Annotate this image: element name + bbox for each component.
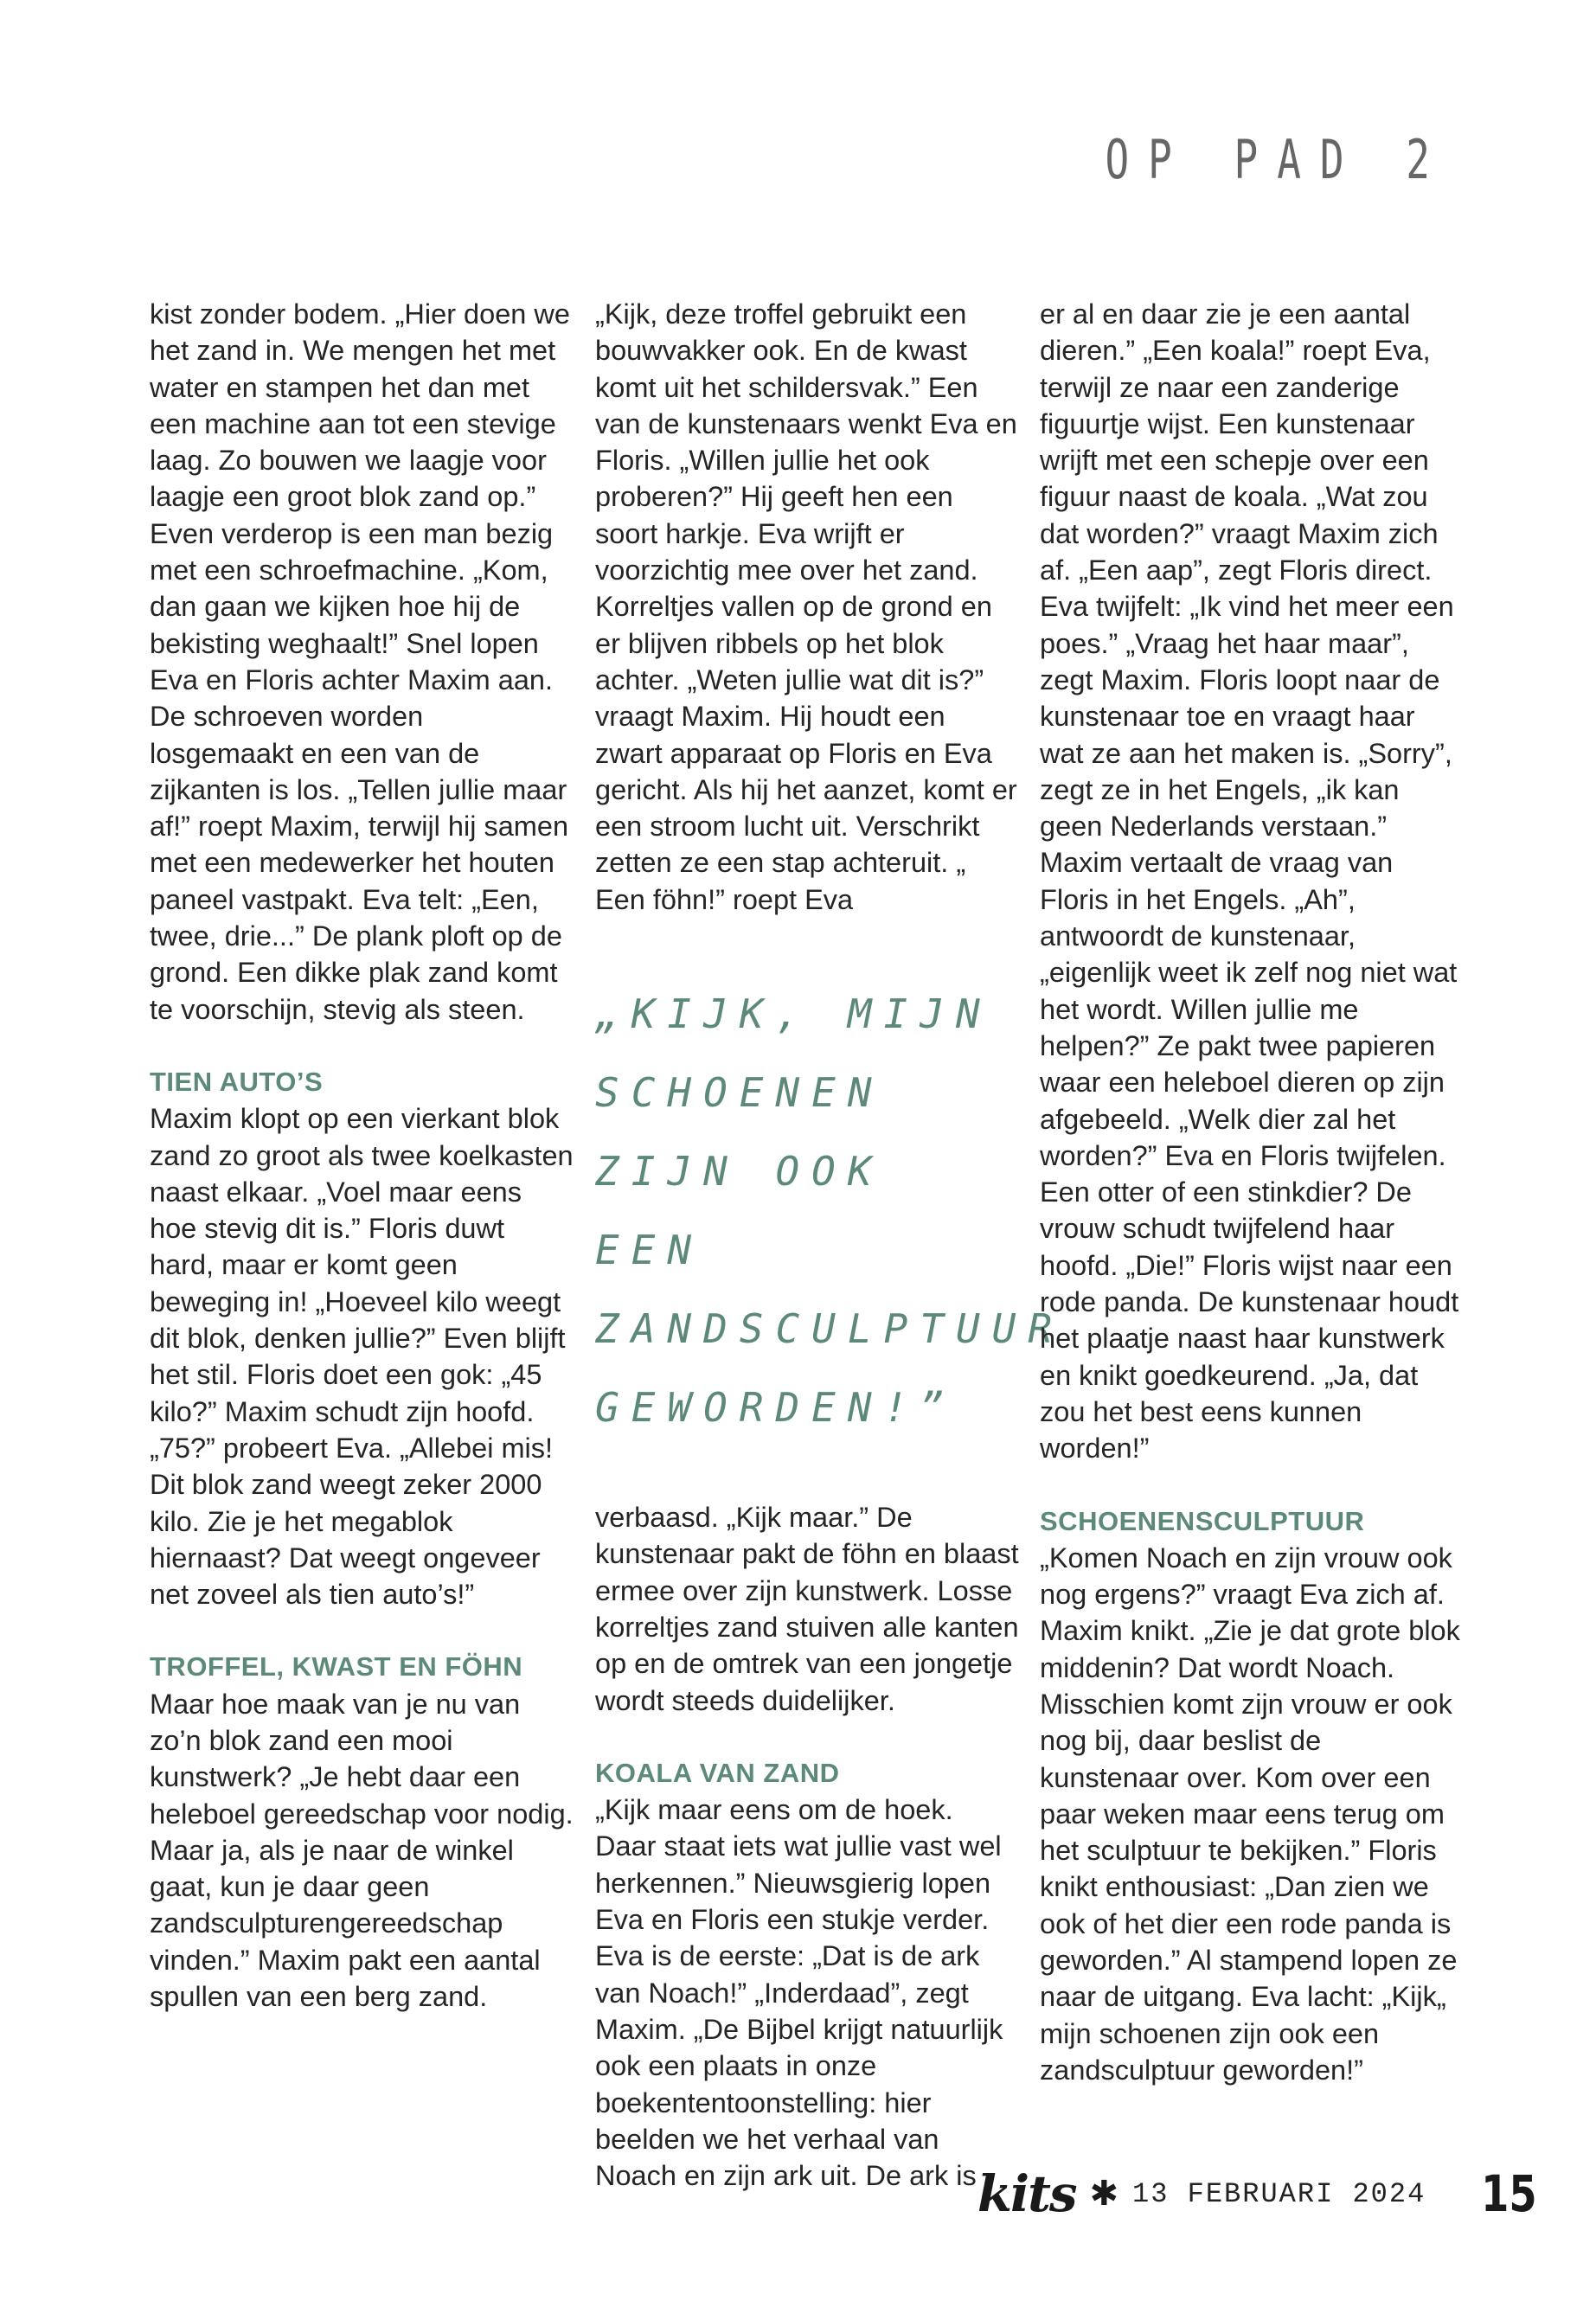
paragraph: verbaasd. „Kijk maar.” De kunstenaar pakt de föhn en blaast ermee over zijn kunstwerk. Losse korreltjes zand stuiven alle kanten op en de omtrek van een jongetje wordt steeds duidelijker. xyxy=(595,1502,1019,1716)
paragraph: „Kijk maar eens om de hoek. Daar staat iets wat jullie vast wel herkennen.” Nieuwsgierig lopen Eva en Floris een stukje verder. Eva is de eerste: „Dat is de ark van Noach!” „Inderdaad”, zegt Maxim. „De Bijbel krijgt natuurlijk ook een plaats in onze boekententoonstelling: hier beelden we het verhaal van Noach en zijn ark uit. De ark is xyxy=(595,1794,1003,2192)
brand-logo: kits xyxy=(977,2164,1076,2223)
asterisk-icon: ✱ xyxy=(1089,2175,1119,2213)
issue-date: 13 FEBRUARI 2024 xyxy=(1132,2177,1426,2210)
page-footer xyxy=(977,2164,1544,2223)
paragraph: „Komen Noach en zijn vrouw ook nog ergens?” vraagt Eva zich af. Maxim knikt. „Zie je dat grote blok middenin? Dat wordt Noach. Misschien komt zijn vrouw er ook nog bij, daar beslist de kunstenaar over. Kom over een paar weken maar eens terug om het sculptuur te bekijken.” Floris knikt enthousiast: „Dan zien we ook of het dier een rode panda is geworden.” Al stampend lopen ze naar de uitgang. Eva lacht: „Kijk„ mijn schoenen zijn ook een zandsculptuur geworden!” xyxy=(1040,1541,1460,2086)
paragraph: Even verderop is een man bezig met een schroefmachine. „Kom, dan gaan we kijken hoe hij de bekisting weghaalt!” Snel lopen Eva en Floris achter Maxim aan. De schroeven worden losgemaakt en een van de zijkanten is los. „Tellen jullie maar af!” roept Maxim, terwijl hij samen met een medewerker het houten paneel vastpakt. Eva telt: „Een, twee, drie...” De plank ploft op de grond. Een dikke plak zand komt te voorschijn, stevig als steen. xyxy=(150,517,569,1025)
column-2 xyxy=(595,296,1065,2194)
paragraph: er al en daar zie je een aantal dieren.” „Een koala!” roept Eva, terwijl ze naar een zanderige figuurtje wijst. Een kunstenaar wrijft met een schepje over een figuur naast de koala. „Wat zou dat worden?” vraagt Maxim zich af. „Een aap”, zegt Floris direct. Eva twijfelt: „Ik vind het meer een poes.” „Vraag het haar maar”, zegt Maxim. Floris loopt naar de kunstenaar toe en vraagt haar wat ze aan het maken is. „Sorry”, zegt ze in het Engels, „ik kan geen Nederlands verstaan.” Maxim vertaalt de vraag van Floris in het Engels. „Ah”, antwoordt de kunstenaar, „eigenlijk weet ik zelf nog niet wat het wordt. Willen jullie me helpen?” Ze pakt twee papieren waar een heleboel dieren op zijn afgebeeld. „Welk dier zal het worden?” Eva en Floris twijfelen. Een otter of een stinkdier? De vrouw schudt twijfelend haar hoofd. „Die!” Floris wijst naar een rode panda. De kunstenaar houdt het plaatje naast haar kunstwerk en knikt goedkeurend. „Ja, dat zou het best eens kunnen worden!” xyxy=(1040,298,1459,1465)
page-number: 15 xyxy=(1481,2164,1537,2223)
column-1 xyxy=(150,296,574,2015)
paragraph: Maar hoe maak van je nu van zo’n blok zand een mooi kunstwerk? „Je hebt daar een heleboel gereedschap voor nodig. Maar ja, als je naar de winkel gaat, kun je daar geen zandsculpturengereedschap vinden.” Maxim pakt een aantal spullen van een berg zand. xyxy=(150,1688,574,2013)
section-label: OP PAD 2 xyxy=(1105,128,1449,191)
subheading-troffel: TROFFEL, KWAST EN FÖHN xyxy=(150,1651,523,1682)
column-3 xyxy=(1040,296,1464,2088)
subheading-koala: KOALA VAN ZAND xyxy=(595,1757,840,1788)
paragraph: Maxim klopt op een vierkant blok zand zo groot als twee koelkasten naast elkaar. „Voel maar eens hoe stevig dit is.” Floris duwt hard, maar er komt geen beweging in! „Hoeveel kilo weegt dit blok, denken jullie?” Even blijft het stil. Floris doet een gok: „45 kilo?” Maxim schudt zijn hoofd. „75?” probeert Eva. „Allebei mis! Dit blok zand weegt zeker 2000 kilo. Zie je het megablok hiernaast? Dat weegt ongeveer net zoveel als tien auto’s!” xyxy=(150,1103,574,1611)
pull-quote: „KIJK, MIJN SCHOENEN ZIJN OOK EEN ZANDSCULPTUUR GEWORDEN!” xyxy=(595,990,1065,1432)
paragraph: „Kijk, deze troffel gebruikt een bouwvakker ook. En de kwast komt uit het schildersvak.” Een van de kunstenaars wenkt Eva en Floris. „Willen jullie het ook proberen?” Hij geeft hen een soort harkje. Eva wrijft er voorzichtig mee over het zand. Korreltjes vallen op de grond en er blijven ribbels op het blok achter. „Weten jullie wat dit is?” vraagt Maxim. Hij houdt een zwart apparaat op Floris en Eva gericht. Als hij het aanzet, komt er een stroom lucht uit. Verschrikt zetten ze een stap achteruit. „ Een föhn!” roept Eva xyxy=(595,298,1017,915)
paragraph: kist zonder bodem. „Hier doen we het zand in. We mengen het met water en stampen het dan met een machine aan tot een stevige laag. Zo bouwen we laagje voor laagje een groot blok zand op.” xyxy=(150,298,570,513)
subheading-schoenensculptuur: SCHOENENSCULPTUUR xyxy=(1040,1505,1365,1536)
subheading-tien-autos: TIEN AUTO’S xyxy=(150,1066,324,1097)
